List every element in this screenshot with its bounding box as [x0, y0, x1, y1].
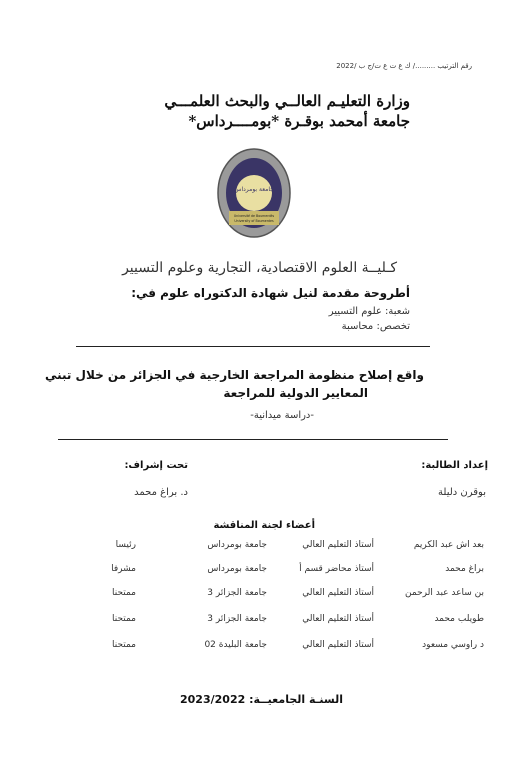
thesis-title-line1: واقع إصلاح منظومة المراجعة الخارجية في الجزائر من خلال تبني: [44, 368, 424, 382]
faculty-name: كـليــة العلوم الاقتصادية، التجارية وعلوم التسيير: [122, 260, 397, 276]
university-title: جامعة أمحمد بوقـرة *بومــــرداس*: [188, 112, 410, 130]
academic-year-value: 2023/2022: [180, 693, 246, 706]
reference-number: رقم الترتيب ........./ ك ع ت ع ت/ج ب /2022: [336, 62, 472, 70]
member-role: ممتحنا: [111, 588, 136, 598]
logo-french-text: Université de Boumerdès: [233, 214, 275, 218]
member-name: براغ محمد: [445, 564, 484, 574]
member-institution: جامعة بومرداس: [207, 564, 267, 574]
member-role: مشرفا: [111, 564, 136, 574]
member-role: ممتحنا: [111, 614, 136, 624]
member-rank: أستاذ التعليم العالي: [302, 614, 374, 624]
member-name: بعد اش عبد الكريم: [413, 540, 484, 550]
academic-year: [180, 693, 343, 706]
committee-row: [0, 640, 510, 656]
member-role: رئيسا: [115, 540, 136, 550]
logo-arabic-text: جامعة بومرداس: [234, 186, 274, 193]
member-rank: أستاذ التعليم العالي: [302, 640, 374, 650]
university-logo: [213, 143, 295, 243]
specialty-label: تخصص: محاسبة: [341, 321, 410, 332]
student-name: بوقرن دليلة: [438, 487, 486, 498]
committee-row: [0, 614, 510, 630]
supervised-by-label: تحت إشراف:: [124, 460, 188, 471]
member-name: د راوسي مسعود: [422, 640, 484, 650]
member-institution: جامعة الجزائر 3: [207, 588, 267, 598]
committee-row: [0, 540, 510, 556]
study-type: -دراسة ميدانية-: [250, 410, 314, 421]
committee-heading: أعضاء لجنة المناقشة: [213, 520, 315, 531]
thesis-title-line2: المعايير الدولية للمراجعة: [223, 386, 368, 400]
committee-row: [0, 588, 510, 604]
member-rank: أستاذ التعليم العالي: [302, 588, 374, 598]
thesis-type: أطروحة مقدمة لنيل شهادة الدكتوراه علوم في:: [131, 286, 410, 300]
member-institution: جامعة الجزائر 3: [207, 614, 267, 624]
member-institution: جامعة بومرداس: [207, 540, 267, 550]
member-institution: جامعة البليدة 02: [204, 640, 267, 650]
academic-year-label: السنـة الجامعيــة:: [249, 693, 343, 706]
member-name: طويلب محمد: [434, 614, 484, 624]
branch-label: شعبة: علوم التسيير: [328, 306, 410, 317]
member-name: بن ساعد عبد الرحمن: [405, 588, 484, 598]
committee-row: [0, 564, 510, 580]
prepared-by-label: إعداد الطالبة:: [421, 460, 488, 471]
ministry-title: وزارة التعليـم العالــي والبحث العلمـــي: [164, 92, 410, 110]
member-rank: أستاذ محاضر قسم أ: [299, 564, 374, 574]
member-role: ممتحنا: [111, 640, 136, 650]
supervisor-name: د. براغ محمد: [134, 487, 188, 498]
logo-english-text: University of Boumerdes: [234, 219, 274, 223]
divider-top: [76, 346, 430, 347]
member-rank: أستاذ التعليم العالي: [302, 540, 374, 550]
divider-bottom: [58, 439, 448, 440]
